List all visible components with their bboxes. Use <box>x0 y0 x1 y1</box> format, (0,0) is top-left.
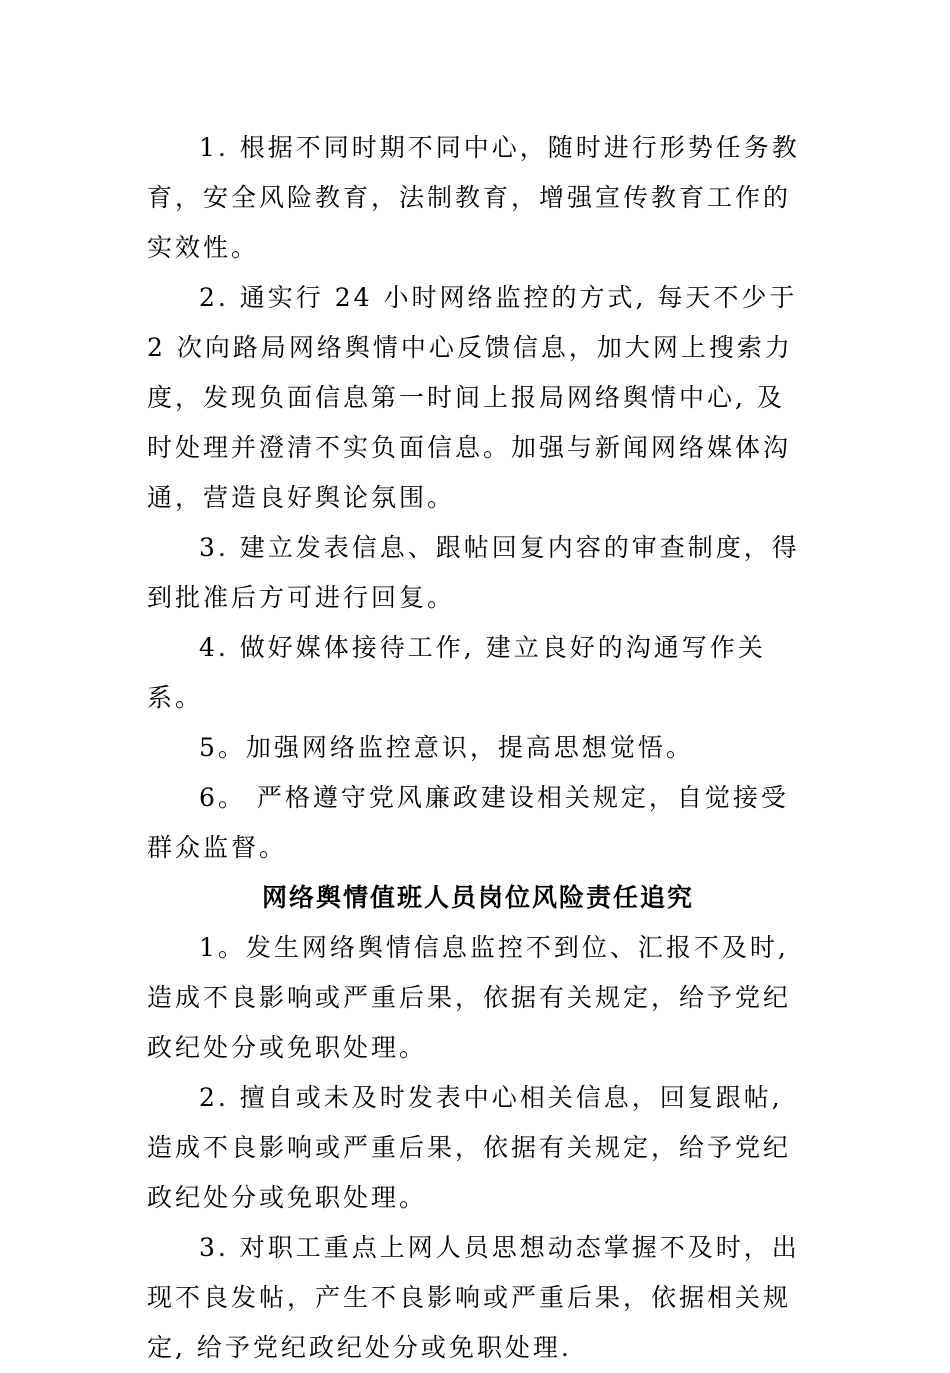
accountability-paragraph-3: 3. 对职工重点上网人员思想动态掌握不及时，出现不良发帖，产生不良影响或严重后果，依据相关规定, 给予党纪政纪处分或免职处理. <box>147 1233 800 1362</box>
measure-paragraph-1: 1. 根据不同时期不同中心，随时进行形势任务教育，安全风险教育，法制教育，增强宣传教育工作的实效性。 <box>147 133 800 262</box>
section-title: 网络舆情值班人员岗位风险责任追究 <box>261 883 694 912</box>
measure-paragraph-4: 4. 做好媒体接待工作, 建立良好的沟通写作关系。 <box>147 633 766 712</box>
accountability-paragraph-2: 2. 擅自或未及时发表中心相关信息，回复跟帖, 造成不良影响或严重后果，依据有关规定，给予党纪政纪处分或免职处理。 <box>147 1083 792 1212</box>
document-body <box>147 123 809 1373</box>
measure-paragraph-5: 5。加强网络监控意识，提高思想觉悟。 <box>199 733 694 762</box>
accountability-paragraph-1: 1。发生网络舆情信息监控不到位、汇报不及时, 造成不良影响或严重后果，依据有关规定，给予党纪政纪处分或免职处理。 <box>147 933 792 1062</box>
measure-paragraph-3: 3. 建立发表信息、跟帖回复内容的审查制度，得到批准后方可进行回复。 <box>147 533 800 612</box>
measure-paragraph-2: 2. 通实行 24 小时网络监控的方式, 每天不少于 2 次向路局网络舆情中心反馈信息，加大网上搜索力度，发现负面信息第一时间上报局网络舆情中心, 及时处理并澄清不实负面信息。加强与新闻网络媒体沟通，营造良好舆论氛围。 <box>147 283 798 512</box>
measure-paragraph-6: 6。 严格遵守党风廉政建设相关规定，自觉接受群众监督。 <box>147 783 789 862</box>
